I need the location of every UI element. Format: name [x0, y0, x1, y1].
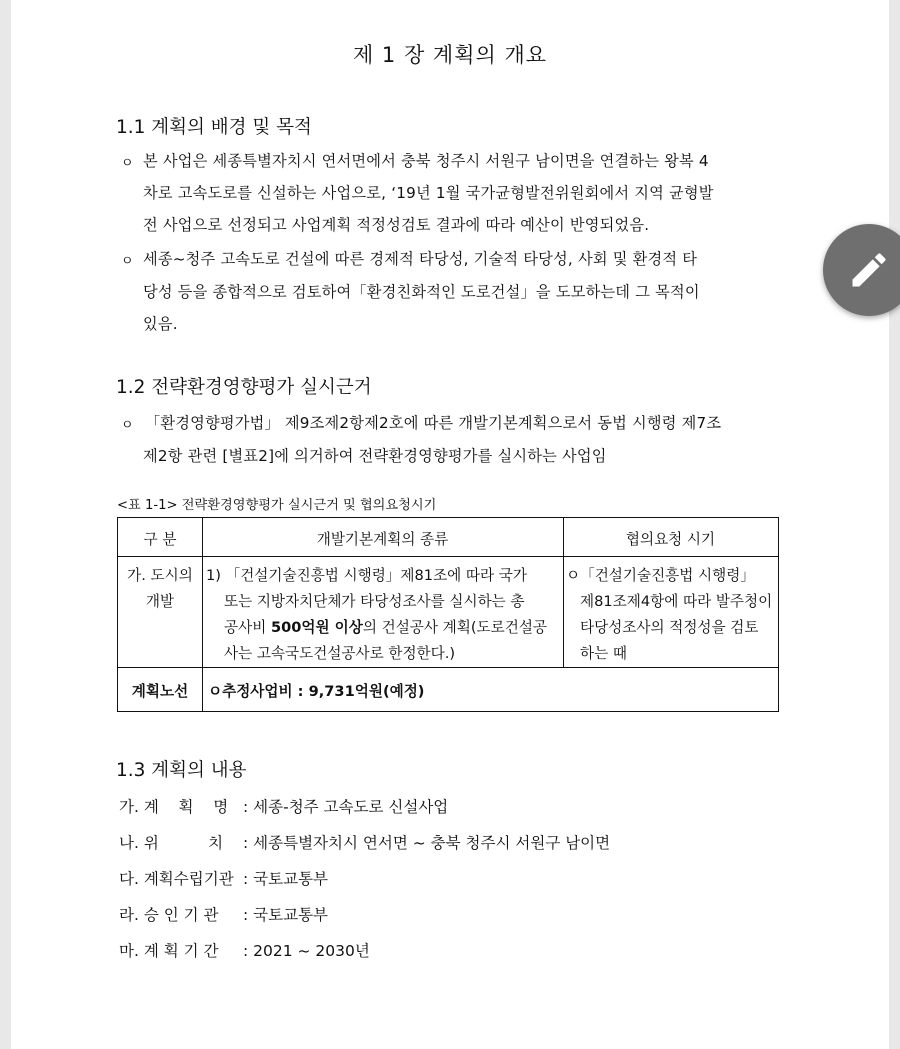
paragraph-line: 차로 고속도로를 신설하는 사업으로, ‘19년 1월 국가균형발전위원회에서 지역 균형발	[143, 184, 714, 202]
row-category-line: 가. 도시의	[127, 567, 193, 584]
bullet: ㅇ	[121, 254, 134, 269]
row-category-line: 개발	[145, 593, 175, 610]
paragraph-line: 「환경영향평가법」 제9조제2항제2호에 따른 개발기본계획으로서 동법 시행령 제7조	[145, 414, 722, 432]
bullet: ㅇ	[121, 418, 134, 433]
row-plan-line: 사는 고속국도건설공사로 한정한다.)	[224, 645, 456, 662]
plan-item-label: 마. 계 획 기 간	[119, 942, 219, 960]
plan-item-label: 라. 승 인 기 관	[119, 906, 219, 924]
paragraph-line: 당성 등을 종합적으로 검토하여「환경친화적인 도로건설」을 도모하는데 그 목적이	[143, 283, 700, 301]
table-caption: <표 1-1> 전략환경영향평가 실시근거 및 협의요청시기	[117, 498, 437, 513]
paragraph-line: 전 사업으로 선정되고 사업계획 적정성검토 결과에 따라 예산이 반영되었음.	[143, 216, 650, 234]
paragraph-line: 본 사업은 세종특별자치시 연서면에서 충북 청주시 서원구 남이면을 연결하는 왕복 4	[143, 152, 709, 170]
route-label: 계획노선	[131, 683, 189, 700]
row-plan-line: 공사비 500억원 이상의 건설공사 계획(도로건설공	[224, 619, 548, 636]
plan-item-value: : 세종-청주 고속도로 신설사업	[243, 798, 449, 816]
row-request-line: 타당성조사의 적정성을 검토	[580, 619, 759, 636]
row-request-line: 제81조제4항에 따라 발주청이	[580, 593, 773, 610]
section-heading-1-1: 1.1 계획의 배경 및 목적	[116, 117, 312, 138]
bullet: ㅇ	[121, 156, 134, 171]
plan-item-label: 나. 위 치	[119, 834, 224, 852]
chapter-title: 제 1 장 계획의 개요	[352, 43, 548, 67]
section-heading-1-2: 1.2 전략환경영향평가 실시근거	[116, 377, 372, 398]
table-divider	[118, 556, 778, 557]
header-cell-plan-type: 개발기본계획의 종류	[316, 531, 449, 548]
plan-item-value: : 세종특별자치시 연서면 ~ 충북 청주시 서원구 남이면	[243, 834, 611, 852]
basis-table	[117, 517, 779, 712]
plan-item-label: 다. 계획수립기관	[119, 870, 234, 888]
plan-item-value: : 국토교통부	[243, 906, 329, 924]
row-plan-line: 1) 「건설기술진흥법 시행령」제81조에 따라 국가	[206, 567, 527, 584]
plan-item-value: : 2021 ~ 2030년	[243, 942, 370, 960]
paragraph-line: 제2항 관련 [별표2]에 의거하여 전략환경영향평가를 실시하는 사업임	[143, 447, 607, 465]
plan-item-value: : 국토교통부	[243, 870, 329, 888]
table-divider	[118, 667, 778, 668]
header-cell-request-time: 협의요청 시기	[625, 531, 716, 548]
plan-item-label: 가. 계 획 명	[119, 798, 229, 816]
row-request-line: ㅇ「건설기술진흥법 시행령」	[566, 567, 755, 584]
highlight-amount: 500억원 이상	[270, 619, 363, 636]
section-heading-1-3: 1.3 계획의 내용	[116, 760, 247, 781]
row-plan-line: 또는 지방자치단체가 타당성조사를 실시하는 총	[224, 593, 525, 610]
paragraph-line: 세종~청주 고속도로 건설에 따른 경제적 타당성, 기술적 타당성, 사회 및 환경적 타	[143, 250, 698, 268]
document-page	[11, 0, 889, 1049]
paragraph-line: 있음.	[143, 315, 178, 333]
estimated-cost: ㅇ추정사업비 : 9,731억원(예정)	[208, 683, 425, 700]
pencil-icon	[847, 248, 891, 292]
header-cell-category: 구 분	[143, 531, 177, 548]
row-request-line: 하는 때	[580, 645, 627, 662]
